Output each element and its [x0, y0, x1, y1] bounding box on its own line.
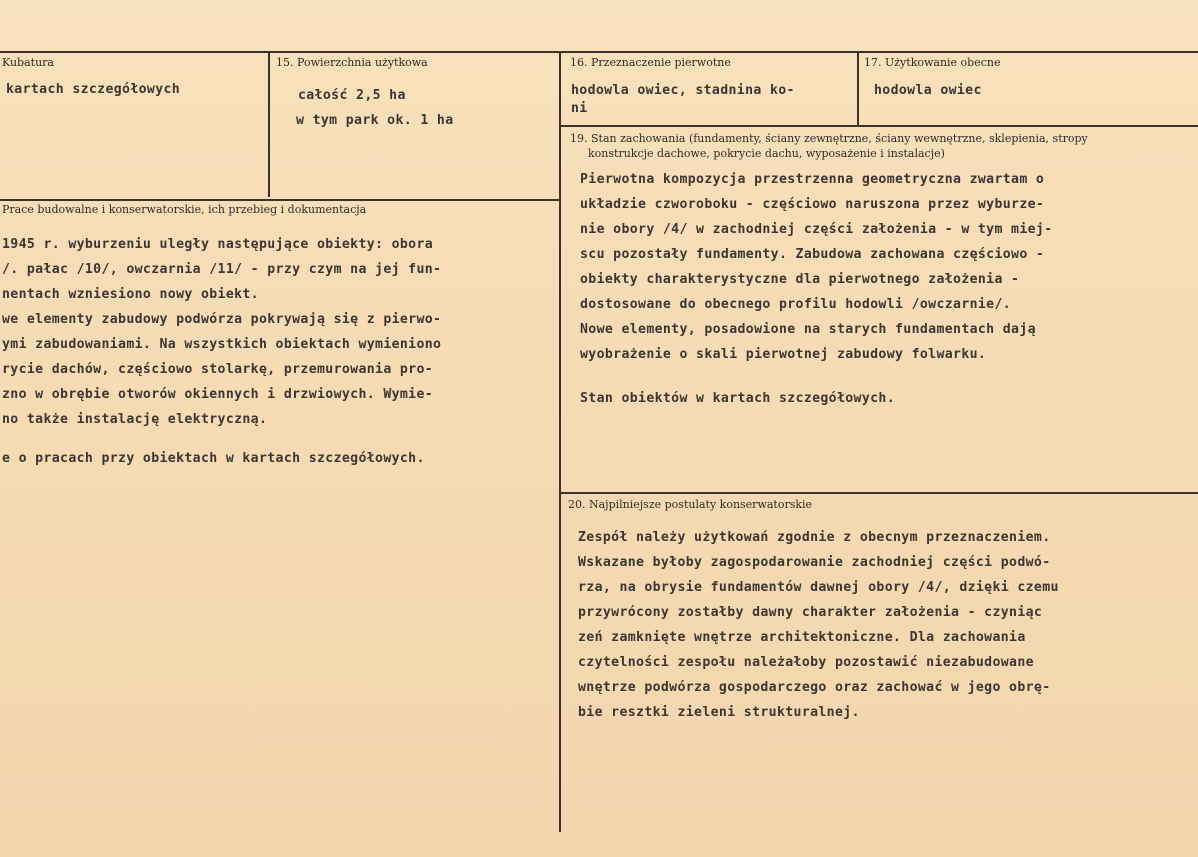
field-19-line: obiekty charakterystyczne dla pierwotnego założenia -	[580, 272, 1020, 287]
field-18-text	[2, 232, 441, 432]
divider-16-17	[857, 52, 859, 125]
field-20-line: Zespół należy użytkowań zgodnie z obecnym przeznaczeniem.	[578, 530, 1051, 545]
field-19-line: Nowe elementy, posadowione na starych fundamentach dają	[580, 322, 1036, 337]
field-16-label: 16. Przeznaczenie pierwotne	[570, 56, 731, 69]
field-15-value	[298, 83, 454, 133]
field-20-line: bie resztki zieleni strukturalnej.	[578, 705, 860, 720]
field-16-value	[571, 82, 795, 118]
field-18-line: ymi zabudowaniami. Na wszystkich obiektach wymieniono	[2, 337, 442, 352]
field-18-line: rycie dachów, częściowo stolarkę, przemurowania pro-	[2, 362, 434, 377]
field-20-line: przywrócony zostałby dawny charakter założenia - czyniąc	[578, 605, 1043, 620]
field-19-line: układzie czworoboku - częściowo naruszona przez wyburze-	[580, 197, 1045, 212]
field-20-line: zeń zamknięte wnętrze architektoniczne. Dla zachowania	[578, 630, 1026, 645]
field-19-note: Stan obiektów w kartach szczegółowych.	[580, 391, 896, 406]
field-18-line: zno w obrębie otworów okiennych i drzwiowych. Wymie-	[2, 387, 434, 402]
field-20-line: rza, na obrysie fundamentów dawnej obory /4/, dzięki czemu	[578, 580, 1059, 595]
field-20-label: 20. Najpilniejsze postulaty konserwatorskie	[568, 498, 813, 511]
field-18-line: /. pałac /10/, owczarnia /11/ - przy czym na jej fun-	[2, 262, 442, 277]
field-18-line: no także instalację elektryczną.	[2, 412, 268, 427]
field-20-line: wnętrze podwórza gospodarczego oraz zachować w jego obrę-	[578, 680, 1051, 695]
field-18-line: nentach wzniesiono nowy obiekt.	[2, 287, 259, 302]
field-15-label: 15. Powierzchnia użytkowa	[276, 56, 428, 69]
field-18-line: we elementy zabudowy podwórza pokrywają się z pierwo-	[2, 312, 442, 327]
top-rule	[0, 51, 1198, 53]
field-19-line: Pierwotna kompozycja przestrzenna geometryczna zwartam o	[580, 172, 1045, 187]
field-16-line: ni	[571, 101, 588, 116]
divider-left-right	[559, 52, 561, 832]
rule-under-16-17	[560, 125, 1198, 127]
field-15-line: w tym park ok. 1 ha	[296, 113, 454, 128]
field-19-line: dostosowane do obecnego profilu hodowli /owczarnie/.	[580, 297, 1012, 312]
field-20-text	[578, 525, 1059, 725]
field-20-line: czytelności zespołu należałoby pozostawić niezabudowane	[578, 655, 1034, 670]
field-15-line: całość 2,5 ha	[298, 88, 406, 103]
field-18-note: e o pracach przy obiektach w kartach szczegółowych.	[2, 451, 425, 466]
field-19-line: scu pozostały fundamenty. Zabudowa zachowana częściowo -	[580, 247, 1045, 262]
field-16-line: hodowla owiec, stadnina ko-	[571, 83, 795, 98]
field-19-label-line2: konstrukcje dachowe, pokrycie dachu, wyposażenie i instalacje)	[588, 147, 945, 160]
kubatura-label: Kubatura	[2, 56, 54, 69]
field-19-line: nie obory /4/ w zachodniej części założenia - w tym miej-	[580, 222, 1053, 237]
field-17-label: 17. Użytkowanie obecne	[864, 56, 1001, 69]
field-18-line: 1945 r. wyburzeniu uległy następujące obiekty: obora	[2, 237, 434, 252]
field-17-value: hodowla owiec	[874, 83, 982, 98]
field-20-line: Wskazane byłoby zagospodarowanie zachodniej części podwó-	[578, 555, 1051, 570]
rule-above-20	[560, 492, 1198, 494]
rule-under-kubatura-15	[0, 199, 560, 201]
field-19-label-line1: 19. Stan zachowania (fundamenty, ściany zewnętrzne, ściany wewnętrzne, sklepienia, stropy	[570, 132, 1088, 145]
divider-kubatura-15	[268, 52, 270, 197]
field-19-text	[580, 167, 1053, 367]
field-18-label: Prace budowalne i konserwatorskie, ich przebieg i dokumentacja	[2, 203, 367, 216]
field-19-line: wyobrażenie o skali pierwotnej zabudowy folwarku.	[580, 347, 987, 362]
kubatura-value: kartach szczegółowych	[6, 82, 181, 97]
